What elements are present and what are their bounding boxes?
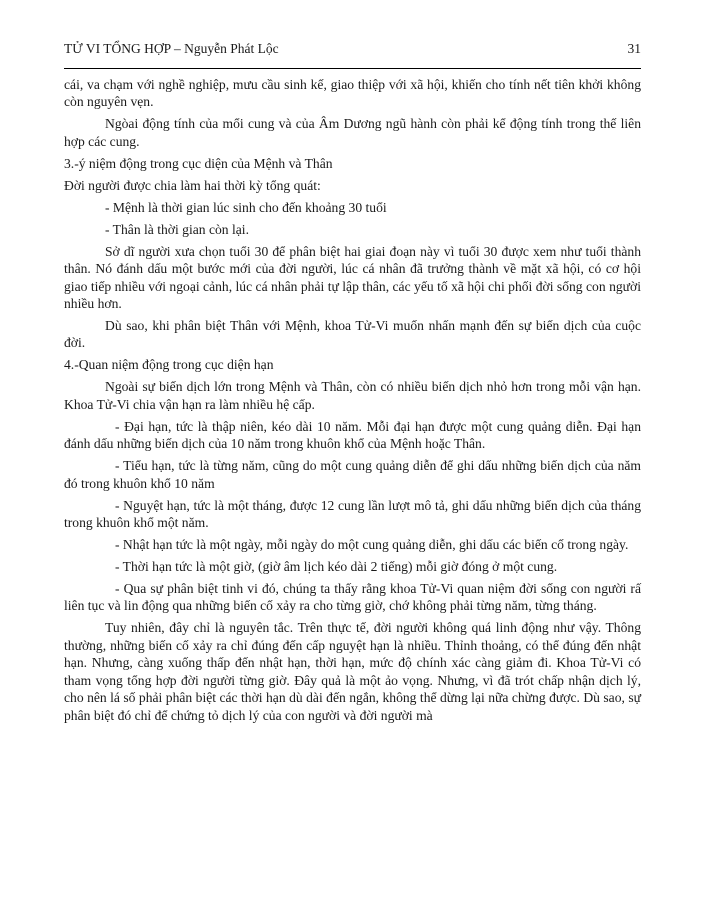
page-header (64, 41, 641, 57)
list-item: - Thân là thời gian còn lại. (105, 221, 249, 237)
page-number: 31 (627, 41, 641, 56)
paragraph: - Nguyệt hạn, tức là một tháng, được 12 cung lần lượt mô tả, ghi dấu những biến dịch của tháng trong khuôn khổ một năm. (64, 497, 641, 531)
paragraph: Dù sao, khi phân biệt Thân với Mệnh, khoa Tử-Vi muốn nhấn mạnh đến sự biến dịch của cuộc đời. (64, 318, 641, 351)
paragraph: Ngòai động tính của mổi cung và của Âm Dương ngũ hành còn phải kể động tính trong thế liên hợp các cung. (64, 116, 641, 149)
running-title: TỬ VI TỔNG HỢP – Nguyễn Phát Lộc (64, 41, 279, 56)
section-heading: 3.-ý niệm động trong cục diện của Mệnh và Thân (64, 155, 333, 171)
paragraph: - Qua sự phân biệt tinh vi đó, chúng ta thấy rằng khoa Tử-Vi quan niệm đời sống con người rấ liên tục và lin động qua những biến cố xảy ra cho từng giờ, chớ không phải từng năm, từng tháng. (64, 581, 641, 614)
header-rule (64, 68, 641, 69)
paragraph: Đời người được chia làm hai thời kỳ tổng quát: (64, 177, 321, 193)
paragraph: - Nhật hạn tức là một ngày, mỗi ngày do một cung quảng diễn, ghi dấu các biến cố trong ngày. (115, 537, 629, 553)
body-text (64, 76, 641, 729)
paragraph: - Tiểu hạn, tức là từng năm, cũng do một cung quảng diễn để ghi dấu những biến dịch của năm đó trong khuôn khổ 10 năm (64, 458, 641, 491)
paragraph: Sở dĩ người xưa chọn tuổi 30 để phân biệt hai giai đoạn này vì tuổi 30 được xem như tuổi thành thân. Nó đánh dấu một bước mới của đời người, lúc cá nhân đã trưởng thành về mặt xã hội, có cơ hội giao tiếp nhiều với ngoại cảnh, lúc cá nhân phải tự lập thân, các yếu tố xã hội chi phối đời sống con người nhiều hơn. (64, 243, 641, 312)
paragraph: Ngoài sự biến dịch lớn trong Mệnh và Thân, còn có nhiều biến dịch nhỏ hơn trong mỗi vận hạn. Khoa Tử-Vi chia vận hạn ra làm nhiều hệ cấp. (64, 379, 641, 412)
paragraph: cái, va chạm với nghề nghiệp, mưu cầu sinh kế, giao thiệp với xã hội, khiến cho tính nết tiên khởi không còn nguyên vẹn. (64, 77, 641, 110)
section-heading: 4.-Quan niệm động trong cục diện hạn (64, 357, 274, 373)
paragraph: - Thời hạn tức là một giờ, (giờ âm lịch kéo dài 2 tiếng) mỗi giờ đóng ở một cung. (115, 559, 558, 575)
paragraph: Tuy nhiên, đây chỉ là nguyên tắc. Trên thực tế, đời người không quá linh động như vậy. Thông thường, những biến cố xảy ra chỉ đúng đến cấp nguyệt hạn là nhiều. Thỉnh thoảng, có thể đúng đến nhật hạn. Nhưng, càng xuống thấp đến nhật hạn, thời hạn, mức độ chính xác càng giảm đi. Khoa Tử-Vi có tham vọng tổng hợp đời người từng giờ. Đây quả là một ảo vọng. Nhưng, vì đã trót chấp nhận dịch lý, cho nên lá số phải phân biệt các thời hạn dù dài đến ngắn, không thể dừng lại nữa chừng được. Dù sao, sự phân biệt đó chỉ để chứng tỏ dịch lý của con người và đời người mà (64, 620, 641, 723)
list-item: - Mệnh là thời gian lúc sinh cho đến khoảng 30 tuổi (105, 199, 387, 215)
paragraph: - Đại hạn, tức là thập niên, kéo dài 10 năm. Mỗi đại hạn được một cung quảng diễn. Đại hạn đánh dấu những biến dịch của 10 năm trong khuôn khổ của Mệnh hoặc Thân. (64, 418, 641, 452)
